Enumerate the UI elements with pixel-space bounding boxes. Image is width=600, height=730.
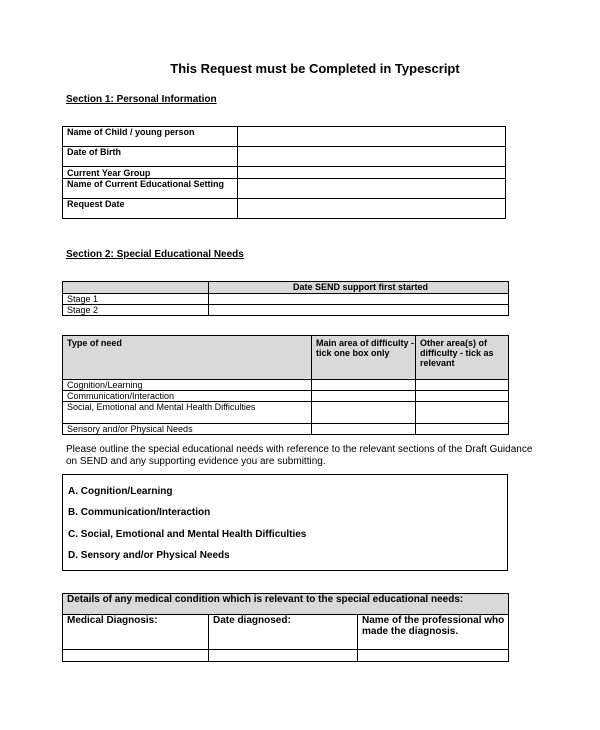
need-communication: Communication/Interaction (63, 391, 312, 402)
personal-info-table (62, 126, 506, 219)
main-social-emotional-tick[interactable] (312, 402, 416, 424)
section1-heading: Section 1: Personal Information (66, 94, 217, 105)
field-educational-setting[interactable] (238, 179, 506, 199)
diagnosing-professional-label: Name of the professional who made the diagnosis. (358, 615, 509, 650)
need-social-emotional: Social, Emotional and Mental Health Difficulties (63, 402, 312, 424)
needs-header-type: Type of need (63, 336, 312, 380)
medical-diagnosis-label: Medical Diagnosis: (63, 615, 209, 650)
main-communication-tick[interactable] (312, 391, 416, 402)
label-date-of-birth: Date of Birth (63, 147, 238, 167)
diagnosing-professional-field[interactable] (358, 650, 509, 662)
label-child-name: Name of Child / young person (63, 127, 238, 147)
medical-diagnosis-field[interactable] (63, 650, 209, 662)
label-educational-setting: Name of Current Educational Setting (63, 179, 238, 199)
field-request-date[interactable] (238, 199, 506, 219)
stage-1-label: Stage 1 (63, 294, 209, 305)
other-cognition-tick[interactable] (416, 380, 509, 391)
main-cognition-tick[interactable] (312, 380, 416, 391)
date-diagnosed-field[interactable] (209, 650, 358, 662)
medical-header: Details of any medical condition which is relevant to the special educational needs: (63, 594, 509, 615)
date-diagnosed-label: Date diagnosed: (209, 615, 358, 650)
other-communication-tick[interactable] (416, 391, 509, 402)
field-year-group[interactable] (238, 167, 506, 179)
other-sensory-physical-tick[interactable] (416, 424, 509, 435)
needs-outline-box[interactable] (62, 474, 508, 571)
outline-item-a: A. Cognition/Learning (68, 486, 173, 497)
needs-header-main-area: Main area of difficulty - tick one box only (312, 336, 416, 380)
medical-table (62, 593, 509, 662)
section2-heading: Section 2: Special Educational Needs (66, 249, 244, 260)
needs-header-other-areas: Other area(s) of difficulty - tick as relevant (416, 336, 509, 380)
need-sensory-physical: Sensory and/or Physical Needs (63, 424, 312, 435)
main-sensory-physical-tick[interactable] (312, 424, 416, 435)
field-date-of-birth[interactable] (238, 147, 506, 167)
outline-item-b: B. Communication/Interaction (68, 507, 211, 518)
stage-1-date-field[interactable] (209, 294, 509, 305)
label-request-date: Request Date (63, 199, 238, 219)
other-social-emotional-tick[interactable] (416, 402, 509, 424)
page-title: This Request must be Completed in Typescript (170, 61, 460, 76)
outline-item-c: C. Social, Emotional and Mental Health Difficulties (68, 529, 307, 540)
label-year-group: Current Year Group (63, 167, 238, 179)
send-support-table (62, 281, 509, 316)
needs-table (62, 335, 509, 435)
send-support-header: Date SEND support first started (209, 282, 509, 294)
instruction-text: Please outline the special educational needs with reference to the relevant sections of the Draft Guidance on SEND and any supporting evidence you are submitting. (66, 444, 533, 467)
need-cognition: Cognition/Learning (63, 380, 312, 391)
stage-2-date-field[interactable] (209, 305, 509, 316)
outline-item-d: D. Sensory and/or Physical Needs (68, 550, 230, 561)
field-child-name[interactable] (238, 127, 506, 147)
stage-2-label: Stage 2 (63, 305, 209, 316)
